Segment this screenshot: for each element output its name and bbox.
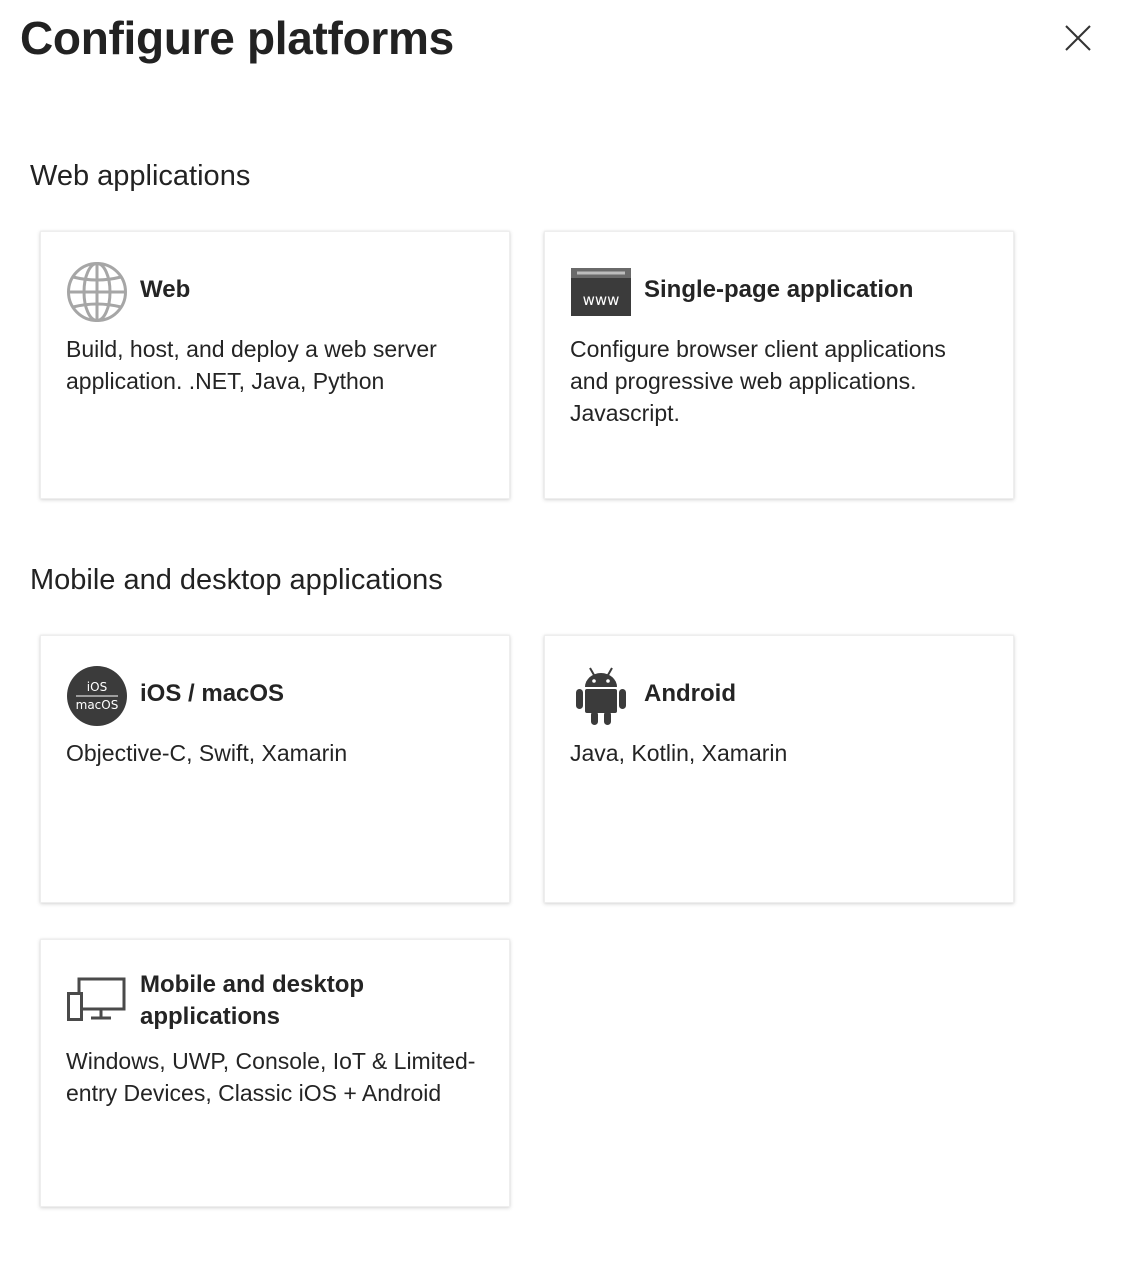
card-description-android: Java, Kotlin, Xamarin bbox=[570, 740, 788, 766]
platform-card-ios-macos[interactable] bbox=[40, 635, 510, 903]
platform-card-android[interactable] bbox=[544, 635, 1014, 903]
www-label: www bbox=[582, 291, 620, 309]
platform-card-single-page-application[interactable] bbox=[544, 231, 1014, 499]
card-title-mobile-and-desktop-applications: Mobile and desktop applications bbox=[140, 971, 365, 1030]
card-title-ios-macos: iOS / macOS bbox=[140, 680, 285, 707]
card-title-single-page-application: Single-page application bbox=[644, 276, 914, 303]
card-title-android: Android bbox=[644, 680, 736, 707]
card-description-web: Build, host, and deploy a web server application. .NET, Java, Python bbox=[66, 336, 437, 394]
ios-label: iOS bbox=[86, 680, 108, 694]
platform-card-mobile-and-desktop-applications[interactable] bbox=[40, 939, 510, 1207]
globe-icon bbox=[66, 261, 128, 323]
close-icon bbox=[1064, 24, 1092, 52]
section-heading-web-applications: Web applications bbox=[30, 160, 251, 192]
close-button[interactable] bbox=[1058, 18, 1098, 58]
ios-macos-icon bbox=[66, 665, 128, 727]
page-title: Configure platforms bbox=[20, 12, 454, 64]
section-heading-mobile-and-desktop-applications: Mobile and desktop applications bbox=[30, 564, 443, 596]
android-icon bbox=[570, 665, 632, 727]
macos-label: macOS bbox=[75, 698, 119, 712]
desktop-mobile-icon bbox=[66, 969, 128, 1031]
platform-card-web[interactable] bbox=[40, 231, 510, 499]
card-title-web: Web bbox=[140, 276, 191, 303]
card-description-ios-macos: Objective-C, Swift, Xamarin bbox=[66, 740, 348, 766]
card-description-single-page-application: Configure browser client applications and progressive web applications. Javascript. bbox=[570, 336, 946, 426]
www-browser-icon bbox=[570, 261, 632, 323]
card-description-mobile-and-desktop-applications: Windows, UWP, Console, IoT & Limited-entry Devices, Classic iOS + Android bbox=[66, 1048, 476, 1106]
